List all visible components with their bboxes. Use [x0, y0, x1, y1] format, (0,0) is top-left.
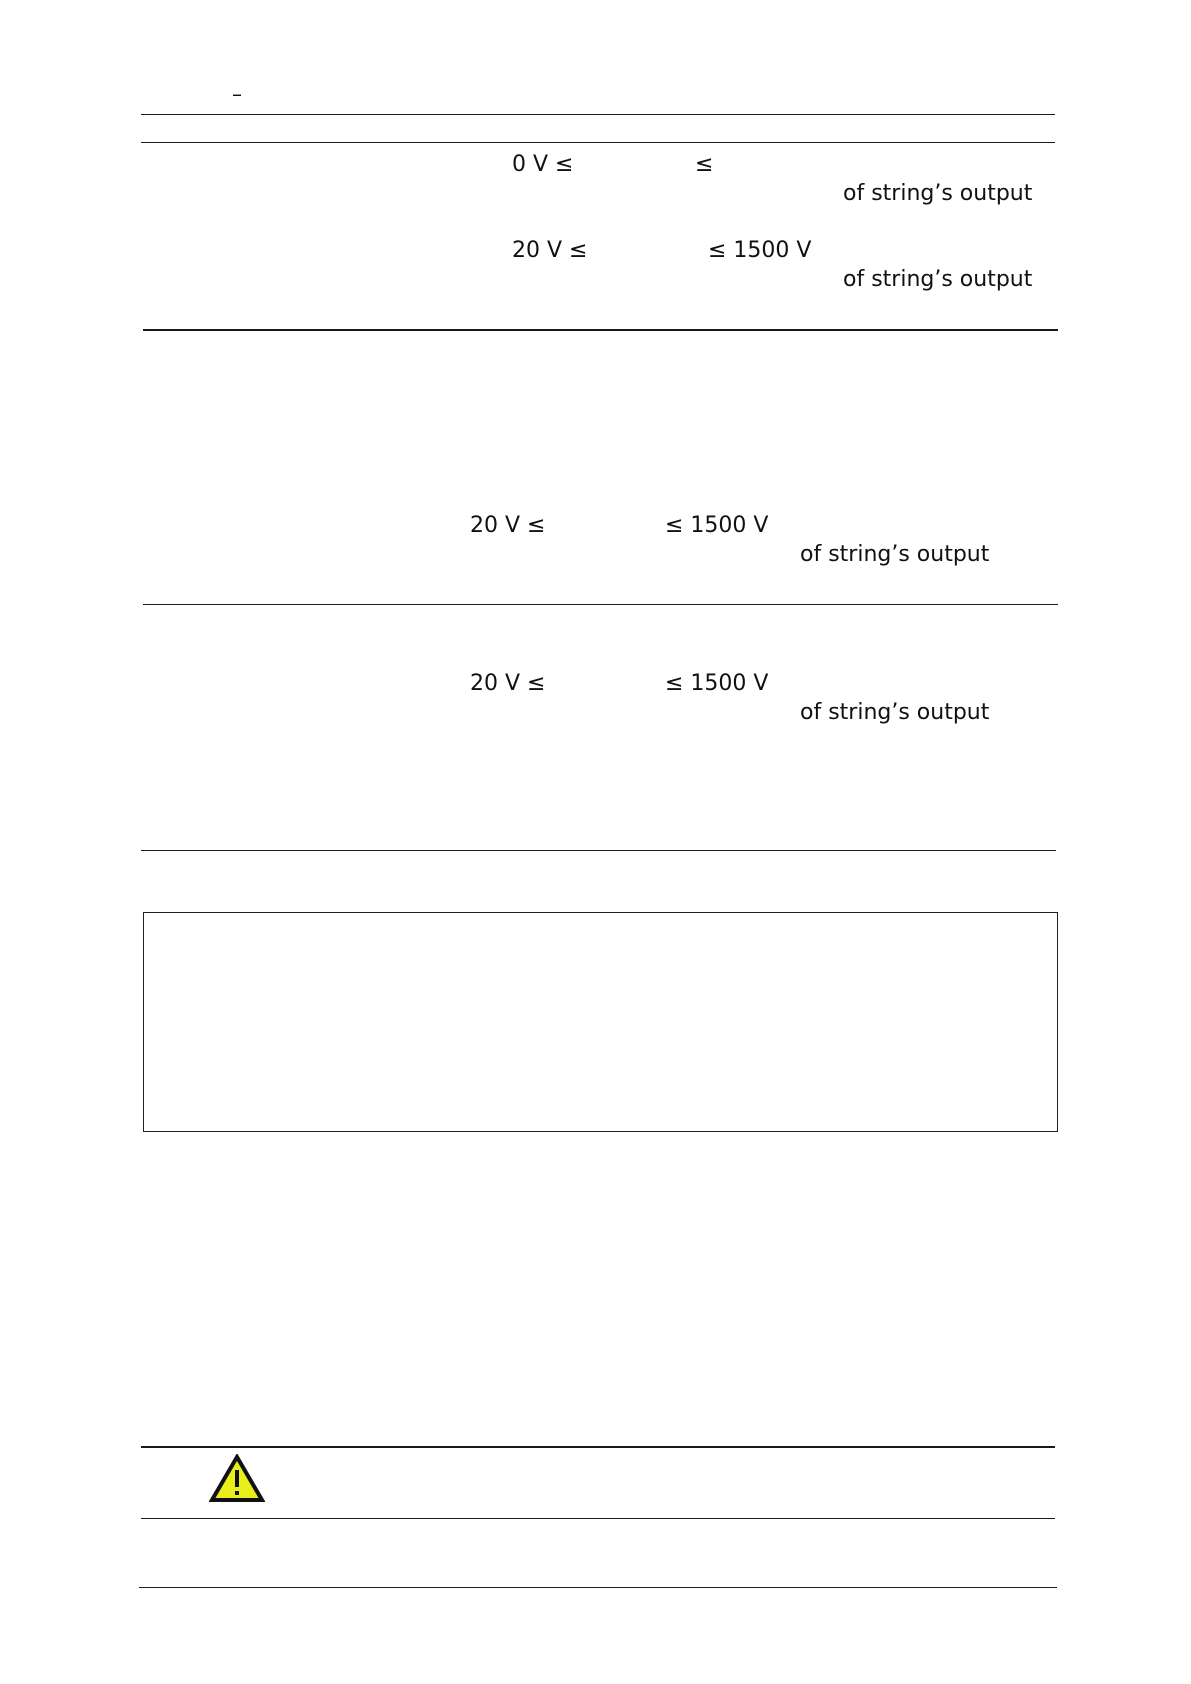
range-note: of string’s output [843, 181, 1033, 206]
warning-triangle-icon [209, 1454, 265, 1502]
header-rule [141, 114, 1055, 115]
range-upper: ≤ 1500 V [665, 671, 769, 696]
row-divider [143, 329, 1058, 331]
range-note: of string’s output [800, 700, 990, 725]
range-lower: 0 V ≤ [512, 152, 574, 177]
row-divider [143, 604, 1058, 605]
note-box [143, 912, 1058, 1132]
warning-triangle-svg [209, 1454, 265, 1502]
range-lower: 20 V ≤ [512, 238, 588, 263]
table-top-rule [141, 142, 1055, 143]
range-note: of string’s output [843, 267, 1033, 292]
range-upper: ≤ 1500 V [665, 513, 769, 538]
warning-bottom-rule [141, 1518, 1055, 1519]
table-bottom-rule [141, 850, 1056, 851]
range-lower: 20 V ≤ [470, 513, 546, 538]
footer-rule [139, 1587, 1057, 1588]
range-upper: ≤ 1500 V [708, 238, 812, 263]
range-lower: 20 V ≤ [470, 671, 546, 696]
warning-top-rule [141, 1446, 1055, 1448]
range-note: of string’s output [800, 542, 990, 567]
range-upper: ≤ [695, 152, 714, 177]
header-dash: – [232, 82, 242, 106]
